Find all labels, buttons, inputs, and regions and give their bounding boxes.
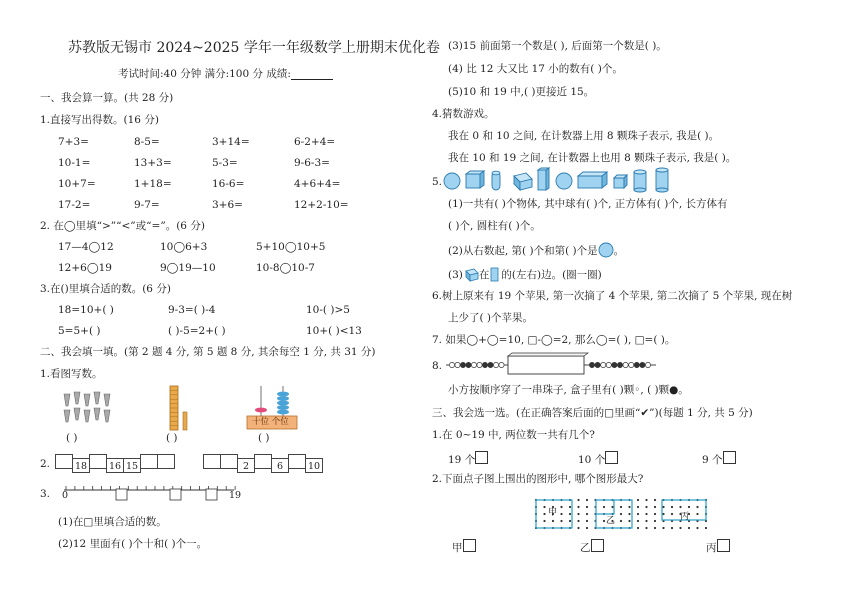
s1-q1-r0c2: 3+14= (212, 136, 250, 148)
grid-dot (688, 506, 690, 508)
seq1-cell[interactable] (89, 454, 107, 469)
grid-dot (637, 520, 639, 522)
section-3-title: 三、我会选一选。(在正确答案后面的□里画“✔”)(每题 1 分, 共 5 分) (432, 407, 753, 419)
s2-q3-sub1: (1)在□里填合适的数。 (58, 516, 167, 528)
grid-dot (543, 506, 545, 508)
abacus-label: 十位 个位 (252, 417, 289, 427)
s2-q6-line1: 6.树上原来有 19 个苹果, 第一次摘了 4 个苹果, 第二次摘了 5 个苹果, 现在树 (432, 290, 793, 302)
s1-q3-r0c1: 9-3=( )-4 (168, 304, 216, 316)
s1-q3-r0c2: 10-( )>5 (306, 304, 350, 316)
s2-q5-sub3-in: 在 (478, 269, 490, 281)
seq2-cell[interactable] (288, 454, 306, 469)
bead (612, 362, 617, 367)
bead (623, 362, 628, 367)
grid-dot (637, 513, 639, 515)
grid-dot (705, 527, 707, 529)
grid-dot (662, 506, 664, 508)
grid-dot (577, 499, 579, 501)
grid-dot (645, 506, 647, 508)
s1-q1-r3c3: 12+2-10= (294, 199, 349, 211)
cuboid-icon (489, 266, 501, 282)
solid-shapes-row (442, 168, 678, 194)
q2-option-a-label: 甲 (452, 542, 463, 554)
s2-q1-blank-2: ( ) (166, 432, 178, 444)
shape-label-b: 乙 (606, 516, 616, 526)
s1-q1-r1c1: 13+3= (134, 157, 172, 169)
option-c-label: 9 个 (702, 454, 723, 466)
grid-dot (586, 506, 588, 508)
option-a-label: 19 个 (448, 454, 476, 466)
seq2-cell[interactable] (254, 454, 272, 469)
bead (645, 362, 650, 367)
grid-dot (671, 527, 673, 529)
s1-q2-r1c1: 9◯19—10 (160, 262, 216, 274)
bead (449, 362, 454, 367)
sequence-2 (203, 454, 322, 473)
grid-dot (696, 527, 698, 529)
bead (471, 362, 476, 367)
seq1-cell[interactable] (157, 454, 175, 469)
s3-q1-option-b[interactable] (578, 451, 618, 466)
sphere-icon (598, 242, 614, 258)
s1-q2-title: 2. 在◯里填“>”“<”或“=”。(6 分) (40, 220, 205, 232)
grid-dot (654, 506, 656, 508)
grid-dot (671, 506, 673, 508)
grid-dot (662, 513, 664, 515)
s1-q1-r0c0: 7+3= (58, 136, 89, 148)
bead (595, 362, 600, 367)
seq1-cell: 18 (72, 458, 90, 473)
s1-q3-r1c0: 5=5+( ) (58, 325, 101, 337)
s3-q2-option-c[interactable] (706, 539, 730, 554)
s2-q1-title: 1.看图写数。 (40, 368, 103, 380)
seq2-cell: 2 (237, 458, 255, 473)
cube-icon (463, 266, 479, 282)
ruler-start-label: 0 (62, 490, 69, 501)
grid-dot (586, 499, 588, 501)
s3-q2-option-b[interactable] (580, 539, 604, 554)
bead (601, 362, 606, 367)
bead (488, 362, 493, 367)
grid-dot (552, 520, 554, 522)
s1-q3-r1c1: ( )-5=2+( ) (168, 325, 226, 337)
grid-dot (645, 527, 647, 529)
option-b-label: 10 个 (578, 454, 606, 466)
section-2-title: 二、我会填一填。(第 2 题 4 分, 第 5 题 8 分, 其余每空 1 分, 共 31 分) (40, 346, 376, 358)
ruler-end-label: 19 (229, 490, 242, 501)
bead (477, 362, 482, 367)
s2-q4-line1: 我在 0 和 10 之间, 在计数器上用 8 颗珠子表示, 我是( )。 (448, 130, 720, 142)
s1-q1-r2c3: 4+6+4= (294, 178, 341, 190)
shape-label-a: 甲 (548, 508, 558, 518)
bead (499, 362, 504, 367)
sequence-1 (55, 454, 174, 473)
q2-option-b-label: 乙 (580, 542, 591, 554)
s1-q1-title: 1.直接写出得数。(16 分) (40, 114, 159, 126)
grid-dot (620, 513, 622, 515)
bead (455, 362, 460, 367)
s3-q1-option-a[interactable] (448, 451, 488, 466)
s2-q5-sub3-text: 的(左右)边。(圈一圈) (501, 269, 602, 281)
seq1-cell: 16 (106, 458, 124, 473)
s2-q4-title: 4.猜数游戏。 (432, 108, 495, 120)
bead (466, 362, 471, 367)
dot-grid-figure (530, 494, 730, 536)
s1-q1-r1c0: 10-1= (58, 157, 91, 169)
bead (493, 362, 498, 367)
s3-q1-option-c[interactable] (702, 451, 736, 466)
grid-dot (543, 513, 545, 515)
s1-q1-r2c2: 16-6= (212, 178, 245, 190)
s1-q1-r3c1: 9-7= (134, 199, 160, 211)
grid-dot (696, 513, 698, 515)
bead (606, 362, 611, 367)
s2-q5-sub3 (448, 266, 602, 282)
grid-dot (586, 520, 588, 522)
s1-q1-r1c3: 9-6-3= (294, 157, 330, 169)
s1-q3-r1c2: 10+( )<13 (306, 325, 362, 337)
grid-dot (586, 527, 588, 529)
grid-dot (679, 527, 681, 529)
s3-q2-option-a[interactable] (452, 539, 476, 554)
grid-dot (603, 506, 605, 508)
number-line (58, 478, 238, 504)
grid-dot (603, 520, 605, 522)
bead-string-figure (446, 354, 658, 376)
section-1-title: 一、我会算一算。(共 28 分) (40, 92, 174, 104)
grid-dot (560, 513, 562, 515)
grid-dot (586, 513, 588, 515)
q2-option-b-checkbox[interactable] (591, 539, 604, 552)
grid-dot (654, 513, 656, 515)
s1-q3-title: 3.在()里填合适的数。(6 分) (40, 283, 171, 295)
s1-q1-r1c2: 5-3= (212, 157, 238, 169)
option-b-checkbox[interactable] (605, 451, 618, 464)
grid-dot (645, 513, 647, 515)
seq1-cell[interactable] (140, 454, 158, 469)
grid-dot (679, 506, 681, 508)
exam-meta-text: 考试时间:40 分钟 满分:100 分 成绩: (118, 68, 291, 80)
q2-option-a-checkbox[interactable] (463, 539, 476, 552)
grid-dot (688, 527, 690, 529)
grid-dot (637, 506, 639, 508)
grid-dot (628, 520, 630, 522)
grid-dot (577, 520, 579, 522)
bead (482, 362, 487, 367)
seq2-cell[interactable] (220, 454, 238, 469)
s1-q1-r0c1: 8-5= (134, 136, 160, 148)
s1-q1-r3c2: 3+6= (212, 199, 243, 211)
s1-q1-r3c0: 17-2= (58, 199, 91, 211)
s2-q3-sub3: (3)15 前面第一个数是( ), 后面第一个数是( )。 (448, 40, 667, 52)
grid-dot (560, 520, 562, 522)
bead (617, 362, 622, 367)
s1-q2-r0c0: 17—4◯12 (58, 241, 114, 253)
q2-option-c-checkbox[interactable] (717, 539, 730, 552)
s2-q1-blank-3: ( ) (258, 432, 270, 444)
s2-q3-sub4: (4) 比 12 大又比 17 小的数有( )个。 (448, 63, 623, 75)
seq2-cell[interactable] (203, 454, 221, 469)
option-c-checkbox[interactable] (723, 451, 736, 464)
seq1-cell: 15 (123, 458, 141, 473)
ten-rod-figure (168, 386, 192, 432)
s2-q1-blank-1: ( ) (66, 432, 78, 444)
grid-dot (637, 499, 639, 501)
s2-q4-line2: 我在 10 和 19 之间, 在计数器上也用 8 颗珠子表示, 我是( )。 (448, 152, 737, 164)
s2-q5-sub3-num: (3) (448, 269, 463, 281)
grid-dot (654, 499, 656, 501)
grid-dot (569, 506, 571, 508)
grid-dot (645, 499, 647, 501)
s2-q5-label: 5. (432, 176, 443, 188)
s2-q3-sub5: (5)10 和 19 中,( )更接近 15。 (448, 86, 595, 98)
grid-dot (662, 527, 664, 529)
s2-q5-sub2: (2)从右数起, 第( )个和第( )个是 。 (448, 242, 624, 258)
shape-label-c: 丙 (680, 512, 690, 522)
grid-dot (620, 506, 622, 508)
s3-q2-title: 2.下面点子图上围出的图形中, 哪个图形最大? (432, 473, 644, 485)
page-title: 苏教版无锡市 2024~2025 学年一年级数学上册期末优化卷 (68, 40, 440, 56)
grid-dot (628, 513, 630, 515)
bead (589, 362, 594, 367)
s1-q2-r1c0: 12+6◯19 (58, 262, 112, 274)
s1-q2-r0c2: 5+10◯10+5 (256, 241, 326, 253)
q2-option-c-label: 丙 (706, 542, 717, 554)
s3-q1-title: 1.在 0~19 中, 两位数一共有几个? (432, 429, 595, 441)
s2-q2-label: 2. (40, 458, 51, 470)
s2-q3-sub2: (2)12 里面有( )个十和( )个一。 (58, 538, 208, 550)
s2-q7: 7. 如果◯+◯=10, □-◯=2, 那么◯=( ), □=( )。 (432, 334, 676, 346)
grid-dot (560, 506, 562, 508)
stick-bundles-figure (60, 390, 120, 430)
score-blank (291, 69, 333, 80)
grid-dot (543, 520, 545, 522)
option-a-checkbox[interactable] (475, 451, 488, 464)
grid-dot (696, 506, 698, 508)
s1-q2-r1c2: 10-8◯10-7 (256, 262, 315, 274)
grid-dot (654, 527, 656, 529)
grid-dot (671, 513, 673, 515)
s1-q1-r2c1: 1+18= (134, 178, 172, 190)
grid-dot (645, 520, 647, 522)
bead (634, 362, 639, 367)
seq2-cell: 6 (271, 458, 289, 473)
bead (629, 362, 634, 367)
s2-q5-sub1a: (1)一共有( )个物体, 其中球有( )个, 正方体有( )个, 长方体有 (448, 198, 728, 210)
grid-dot (569, 513, 571, 515)
grid-dot (577, 527, 579, 529)
grid-dot (637, 527, 639, 529)
s1-q1-r2c0: 10+7= (58, 178, 96, 190)
s2-q6-line2: 上少了( )个苹果。 (448, 312, 534, 324)
s2-q3-label: 3. (40, 488, 51, 500)
grid-dot (628, 506, 630, 508)
bead (640, 362, 645, 367)
s1-q3-r0c0: 18=10+( ) (58, 304, 114, 316)
bead (460, 362, 465, 367)
s2-q8-label: 8. (432, 360, 443, 372)
seq1-cell[interactable] (55, 454, 73, 469)
s1-q2-r0c1: 10◯6+3 (160, 241, 208, 253)
grid-dot (654, 520, 656, 522)
grid-dot (611, 506, 613, 508)
exam-meta (118, 68, 333, 80)
s2-q5-sub1b: ( )个, 圆柱有( )个。 (448, 220, 541, 232)
grid-dot (620, 520, 622, 522)
s2-q8-text: 小方按顺序穿了一串珠子, 盒子里有( )颗◦, ( )颗●。 (448, 384, 689, 396)
grid-dot (577, 506, 579, 508)
grid-dot (569, 520, 571, 522)
s2-q5-sub2-text: (2)从右数起, 第( )个和第( )个是 (448, 245, 598, 257)
grid-dot (577, 513, 579, 515)
seq2-cell: 10 (305, 458, 323, 473)
s1-q1-r0c3: 6-2+4= (294, 136, 336, 148)
